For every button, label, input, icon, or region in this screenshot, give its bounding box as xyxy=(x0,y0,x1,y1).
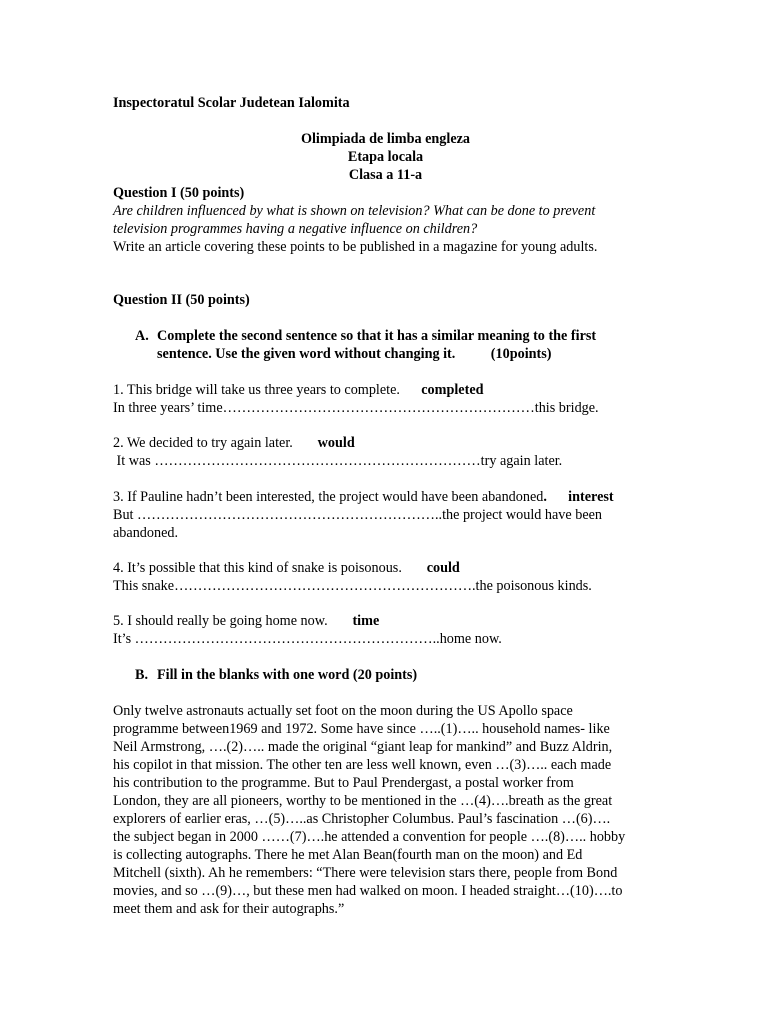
item-3-first-sentence: 3. If Pauline hadn’t been interested, the project would have been abandoned xyxy=(113,489,544,505)
passage-line: programme between1969 and 1972. Some have since …..(1)….. household names- like xyxy=(113,721,610,737)
institution-name: Inspectoratul Scolar Judetean Ialomita xyxy=(113,95,350,111)
part-b-instruction xyxy=(135,666,655,684)
transformation-item-3 xyxy=(113,488,658,542)
transformation-item-5 xyxy=(113,612,658,648)
part-a-label: A. xyxy=(135,328,149,344)
document-title xyxy=(113,130,658,184)
part-a-instruction xyxy=(135,327,655,363)
question-2-heading: Question II (50 points) xyxy=(113,292,250,308)
item-2-second-sentence: It was ……………………………………………………………try again later. xyxy=(113,453,563,469)
part-a-line-2: sentence. Use the given word without changing it. (10points) xyxy=(157,346,552,362)
item-5-second-sentence: It’s ………………………………………………………..home now. xyxy=(113,631,502,647)
part-a-line-1: Complete the second sentence so that it has a similar meaning to the first xyxy=(157,328,597,344)
part-b-label: B. xyxy=(135,667,149,683)
passage-line: explorers of earlier eras, …(5)…..as Christopher Columbus. Paul’s fascination …(6)…. xyxy=(113,811,611,827)
item-3-second-sentence: But ………………………………………………………..the project would have been xyxy=(113,507,603,523)
item-1-keyword: completed xyxy=(421,382,484,398)
passage-line: London, they are all pioneers, worthy to be mentioned in the …(4)….breath as the great xyxy=(113,793,613,809)
question-1-heading: Question I (50 points) xyxy=(113,185,245,201)
item-3-period: . xyxy=(543,489,547,505)
passage-line: Only twelve astronauts actually set foot on the moon during the US Apollo space xyxy=(113,703,573,719)
passage-line: the subject began in 2000 ……(7)….he attended a convention for people ….(8)….. hobby xyxy=(113,829,626,845)
passage-line: his contribution to the programme. But to Paul Prendergast, a postal worker from xyxy=(113,775,574,791)
cloze-passage xyxy=(113,702,658,918)
passage-line: his copilot in that mission. The other ten are less well known, even …(3)….. each made xyxy=(113,757,612,773)
item-3-second-sentence-cont: abandoned. xyxy=(113,525,179,541)
title-stage: Etapa locala xyxy=(347,149,424,165)
passage-line: movies, and so …(9)…, but these men had walked on moon. I headed straight…(10)….to xyxy=(113,883,623,899)
part-b-heading: Fill in the blanks with one word (20 points) xyxy=(157,667,418,683)
title-olympiad: Olimpiada de limba engleza xyxy=(300,131,471,147)
item-2-keyword: would xyxy=(317,435,355,451)
question-1-prompt-line-1: Are children influenced by what is shown on television? What can be done to prevent xyxy=(113,203,596,219)
passage-line: is collecting autographs. There he met Alan Bean(fourth man on the moon) and Ed xyxy=(113,847,583,863)
item-4-first-sentence: 4. It’s possible that this kind of snake is poisonous. xyxy=(113,560,427,576)
passage-line: Neil Armstrong, ….(2)….. made the original “giant leap for mankind” and Buzz Aldrin, xyxy=(113,739,613,755)
question-1-instruction: Write an article covering these points to be published in a magazine for young adults. xyxy=(113,239,598,255)
item-5-first-sentence: 5. I should really be going home now. xyxy=(113,613,353,629)
question-1-prompt-line-2: television programmes having a negative influence on children? xyxy=(113,221,478,237)
item-2-first-sentence: 2. We decided to try again later. xyxy=(113,435,318,451)
passage-line: Mitchell (sixth). Ah he remembers: “There were television stars there, people from Bond xyxy=(113,865,618,881)
item-5-keyword: time xyxy=(352,613,380,629)
item-1-second-sentence: In three years’ time…………………………………………………………this bridge. xyxy=(113,400,599,416)
transformation-item-4 xyxy=(113,559,658,595)
question-1 xyxy=(113,184,658,256)
item-4-keyword: could xyxy=(426,560,460,576)
transformation-item-2 xyxy=(113,434,658,470)
transformation-item-1 xyxy=(113,381,658,417)
passage-line: meet them and ask for their autographs.” xyxy=(113,901,345,917)
title-grade: Clasa a 11-a xyxy=(348,167,423,183)
item-4-second-sentence: This snake……………………………………………………….the poisonous kinds. xyxy=(113,578,592,594)
item-1-first-sentence: 1. This bridge will take us three years to complete. xyxy=(113,382,422,398)
item-3-keyword: interest xyxy=(568,489,614,505)
